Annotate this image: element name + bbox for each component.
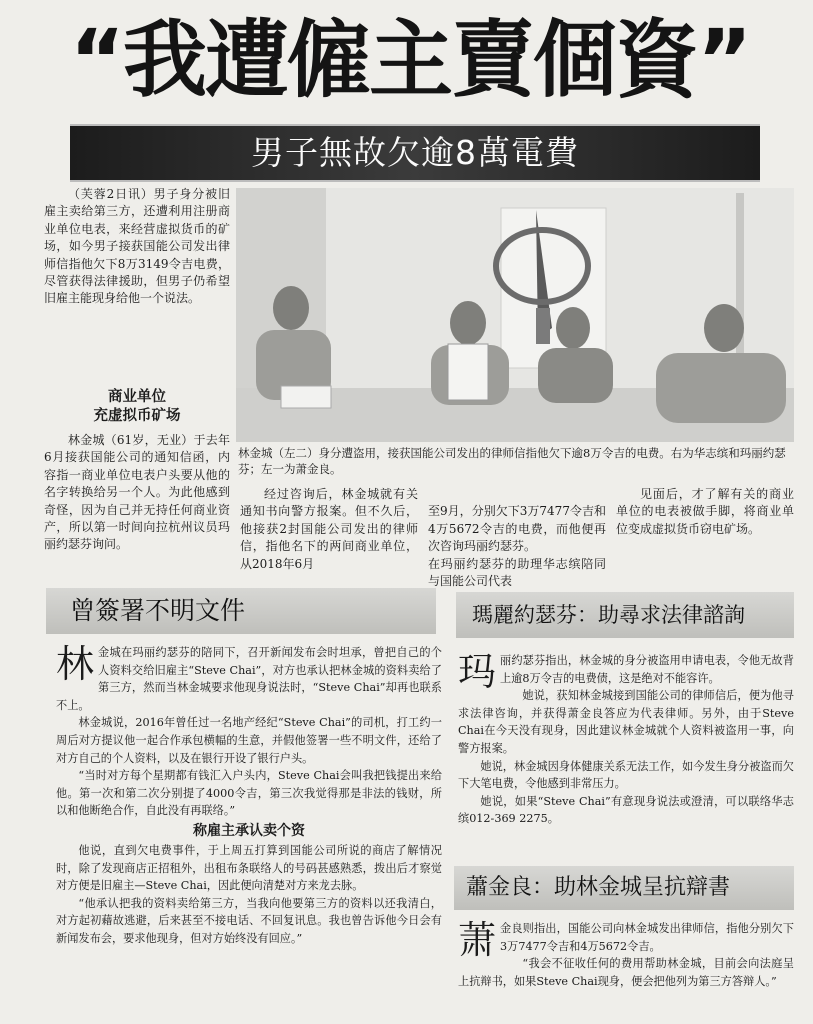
section-heading-line2: 充虚拟币矿场 (93, 408, 181, 424)
section-heading-line1: 商业单位 (108, 389, 166, 405)
panel-right-para-2: 她说，获知林金城接到国能公司的律师信后，便为他寻求法律咨询，并获得萧金良答应为代表律师。另外，由于Steve Chai在今天没有现身，因此建议林金城就个人资料被盗用一事，向警方报案。 (458, 689, 794, 755)
panel-right-para-4: 她说，如果“Steve Chai”有意现身说法或澄清，可以联络华志缤012-369 2275。 (458, 794, 794, 826)
headline: “我遭僱主賣個資” (69, 11, 751, 109)
panel-left-para-3: “当时对方每个星期都有钱汇入户头内，Steve Chai会叫我把钱提出来给他。第一次和第二次分别提了4000令吉，第三次我觉得那是非法的钱财，所以和他断绝合作，自此没有再联络。” (56, 769, 442, 818)
panel-right2-para-2: “我会不征收任何的费用帮助林金城，目前会向法庭呈上抗辩书，如果Steve Chai现身，便会把他列为第三方答辩人。” (458, 957, 794, 988)
column-1-text: 经过咨询后，林金城就有关通知书向警方报案。但不久后，他接获2封国能公司发出的律师信，指他名下的两间商业单位，从2018年6月 (240, 487, 418, 571)
panel-heading-left: 曾簽署不明文件 (46, 588, 436, 634)
panel-heading-right: 瑪麗約瑟芬：助尋求法律諮詢 (456, 592, 794, 638)
lead-paragraph (44, 186, 230, 308)
dropcap-xiao: 萧 (458, 918, 497, 962)
press-conference-photo (236, 188, 794, 442)
panel-right-para-1: 丽约瑟芬指出，林金城的身分被盗用申请电表，令他无故背上逾8万令吉的电费债，这是绝对不能容许。 (500, 654, 794, 685)
panel-right2-para-1: 金良则指出，国能公司向林金城发出律师信，指他分别欠下3万7477令吉和4万5672令吉。 (500, 922, 794, 953)
panel-left-para-5: “他承认把我的资料卖给第三方，当我向他要第三方的资料以还我清白，对方起初藉故逃避，后来甚至不接电话、不回复讯息。我也曾告诉他今日会有新闻发布会，要求他现身，但对方始终没有回应。” (56, 896, 442, 945)
panel-right-para-3: 她说，林金城因身体健康关系无法工作，如今发生身分被盗而欠下大笔电费，令他感到非常压力。 (458, 759, 794, 791)
subheadline-bar (70, 124, 760, 182)
panel-heading-right2: 蕭金良：助林金城呈抗辯書 (454, 866, 794, 910)
panel-left-body (56, 644, 442, 948)
photo-caption: 林金城（左二）身分遭盗用，接获国能公司发出的律师信指他欠下逾8万令吉的电费。右为华志缤和玛丽约瑟芬；左一为萧金良。 (238, 446, 786, 476)
column-1 (240, 486, 418, 573)
section1-text-block (44, 432, 230, 554)
panel-right2-body (458, 920, 794, 990)
panel-left-para-1: 金城在玛丽约瑟芬的陪同下，召开新闻发布会时坦承，曾把自己的个人资料交给旧雇主“Steve Chai”，对方也承认把林金城的资料卖给了第三方，然而当林金城要求他现身说法时，“Steve Chai”却再也联系不上。 (56, 646, 442, 712)
section-heading-commercial-unit (44, 388, 230, 426)
column-3-text: 见面后，才了解有关的商业单位的电表被做手脚，将商业单位变成虚拟货币窃电矿场。 (616, 487, 794, 536)
dropcap-lin: 林 (56, 642, 95, 686)
dropcap-ma: 玛 (458, 650, 497, 694)
column-3 (616, 486, 794, 538)
column-2-text: 至9月，分别欠下3万7477令吉和4万5672令吉的电费，而他便再次咨询玛丽约瑟芬。 在玛丽约瑟芬的助理华志缤陪同与国能公司代表 (428, 504, 606, 589)
column-2 (428, 486, 606, 608)
subheadline: 男子無故欠逾8萬電費 (251, 133, 579, 172)
lead-text: （芙蓉2日讯）男子身分被旧雇主卖给第三方，还遭利用注册商业单位电表，来经营虚拟货币的矿场，如今男子接获国能公司发出律师信指他欠下8万3149令吉电费，尽管获得法律援助，但男子仍希望旧雇主能现身给他一个说法。 (44, 187, 230, 306)
section1-text: 林金城（61岁，无业）于去年6月接获国能公司的通知信函，内容指一商业单位电表户头要从他的名字转换给另一个人。为此他感到奇怪，因为自己并无持任何商业资产，所以第一时间向拉杭州议员玛丽约瑟芬询问。 (44, 433, 230, 552)
panel-left-para-4: 他说，直到欠电费事件，于上周五打算到国能公司所说的商店了解情况时，除了发现商店正招租外，出租布条联络人的号码甚感熟悉，拨出后才察觉对方便是旧雇主—Steve Chai，因此便向清楚对方来龙去脉。 (56, 843, 442, 893)
panel-right-body (458, 652, 794, 828)
panel-left-para-2: 林金城说，2016年曾任过一名地产经纪“Steve Chai”的司机，打工约一周后对方提议他一起合作承包横幅的生意，并假他签署一些不明文件，还给了对方自己的个人资料，以及在银行开设了银行户头。 (56, 716, 442, 765)
panel-left-subheading: 称雇主承认卖个资 (193, 822, 305, 839)
news-photo (236, 188, 794, 442)
